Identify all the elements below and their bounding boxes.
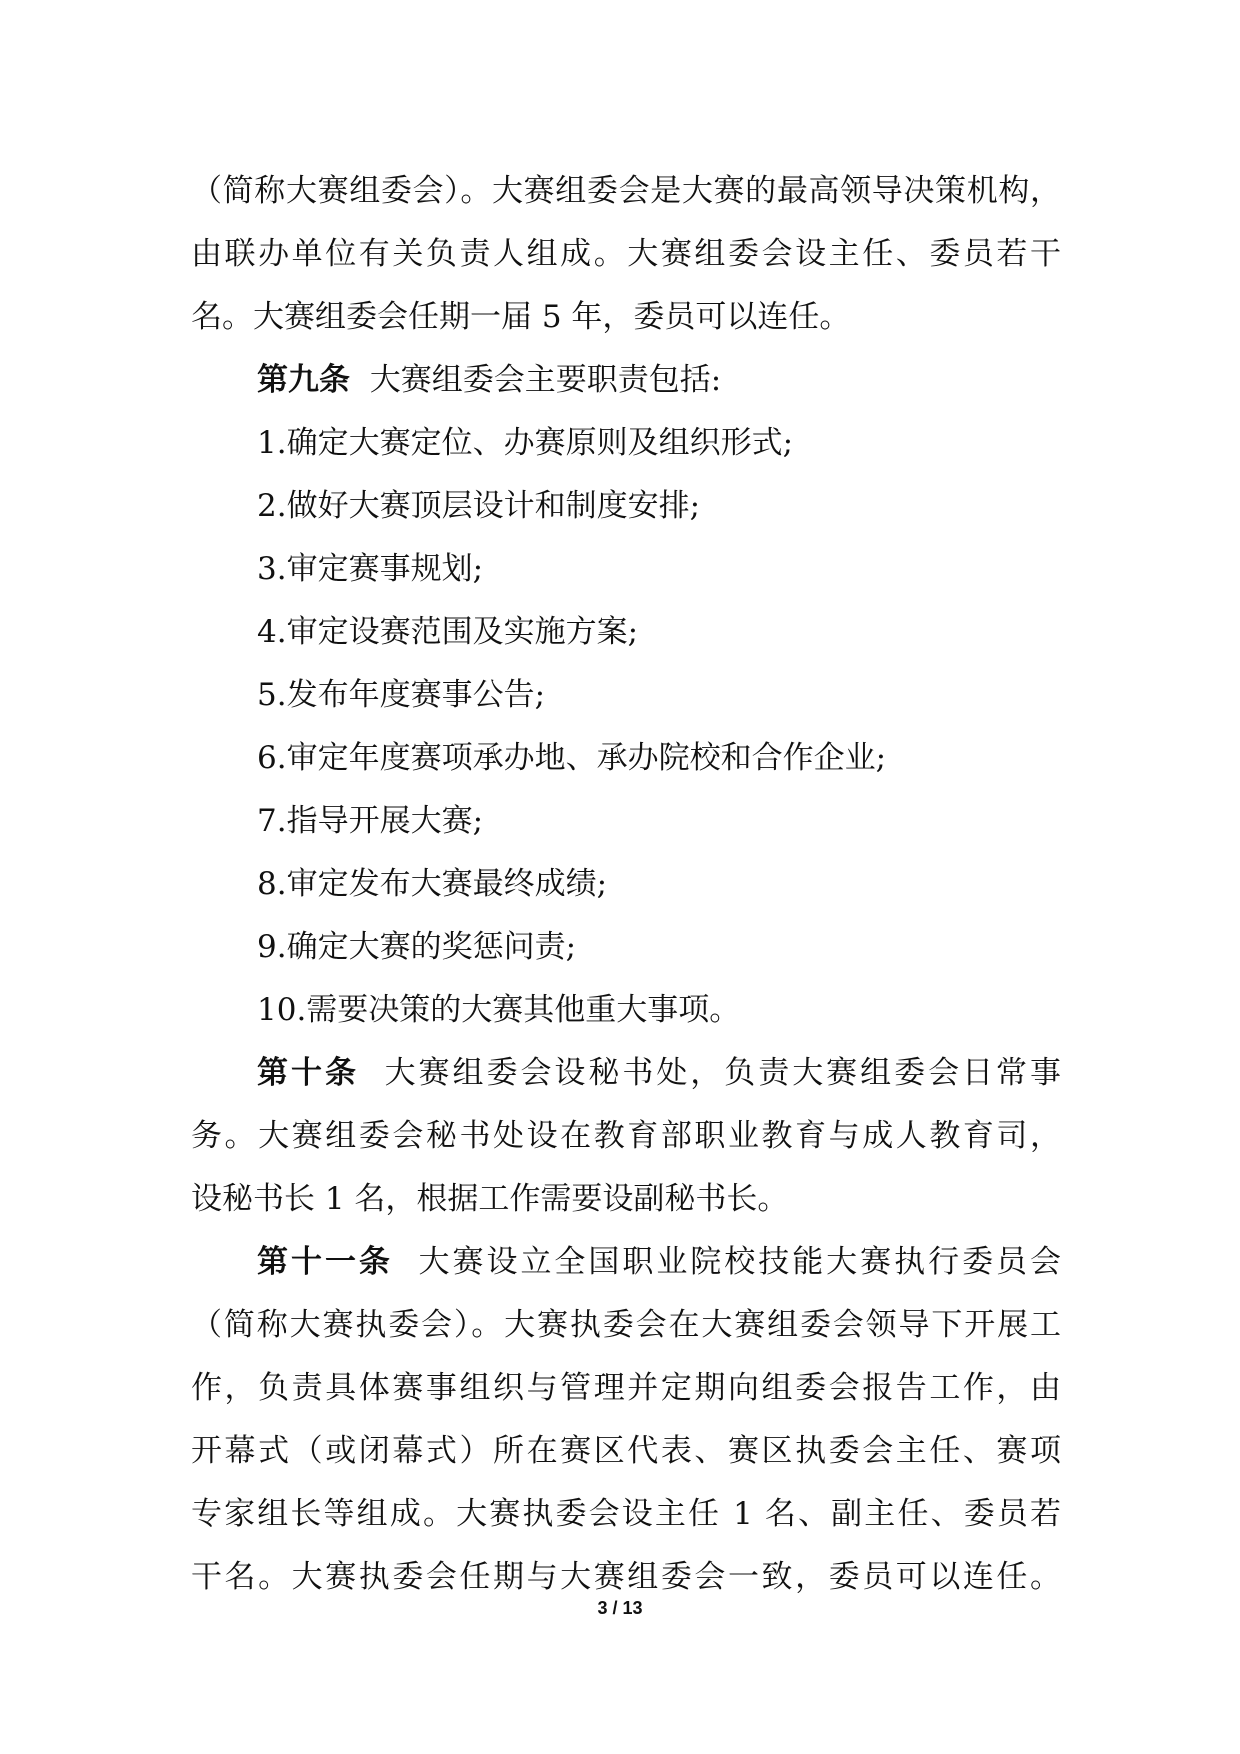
duty-list-item: 5.发布年度赛事公告; [257,677,546,713]
body-text-line: （简称大赛执委会）。大赛执委会在大赛组委会领导下开展工 [191,1307,1061,1343]
article-eleven [191,1231,1061,1294]
body-text-line: 设秘书长 1 名，根据工作需要设副秘书长。 [191,1181,789,1217]
body-text-line: 由联办单位有关负责人组成。大赛组委会设主任、委员若干 [191,236,1061,272]
article-text: 大赛设立全国职业院校技能大赛执行委员会 [418,1244,1062,1280]
body-text-line: 务。大赛组委会秘书处设在教育部职业教育与成人教育司， [191,1118,1061,1154]
duty-list-item: 2.做好大赛顶层设计和制度安排; [257,488,701,524]
duty-list-item: 8.审定发布大赛最终成绩; [257,866,608,902]
article-heading: 第十条 [257,1055,359,1091]
duty-list-item: 3.审定赛事规划; [257,551,484,587]
article-nine [191,349,1061,412]
body-text-line: 专家组长等组成。大赛执委会设主任 1 名、副主任、委员若 [191,1496,1061,1532]
body-text-line: 作，负责具体赛事组织与管理并定期向组委会报告工作，由 [191,1370,1061,1406]
duty-list-item: 9.确定大赛的奖惩问责; [257,929,577,965]
body-text-line: 开幕式（或闭幕式）所在赛区代表、赛区执委会主任、赛项 [191,1433,1061,1469]
duty-list-item: 4.审定设赛范围及实施方案; [257,614,639,650]
article-heading: 第十一条 [257,1244,393,1280]
page-number: 3 / 13 [597,1598,643,1618]
article-ten [191,1042,1061,1105]
duty-list-item: 10.需要决策的大赛其他重大事项。 [257,992,741,1028]
body-text-line: （简称大赛组委会）。大赛组委会是大赛的最高领导决策机构， [191,173,1061,209]
article-text: 大赛组委会设秘书处，负责大赛组委会日常事 [384,1055,1062,1091]
duty-list-item: 7.指导开展大赛; [257,803,484,839]
article-heading: 第九条 [257,362,350,398]
article-text: 大赛组委会主要职责包括: [369,362,722,398]
duty-list-item: 6.审定年度赛项承办地、承办院校和合作企业; [257,740,887,776]
body-text-line: 干名。大赛执委会任期与大赛组委会一致，委员可以连任。 [191,1559,1061,1595]
document-body [191,160,1061,1609]
duty-list-item: 1.确定大赛定位、办赛原则及组织形式; [257,425,794,461]
body-text-line: 名。大赛组委会任期一届 5 年，委员可以连任。 [191,299,851,335]
